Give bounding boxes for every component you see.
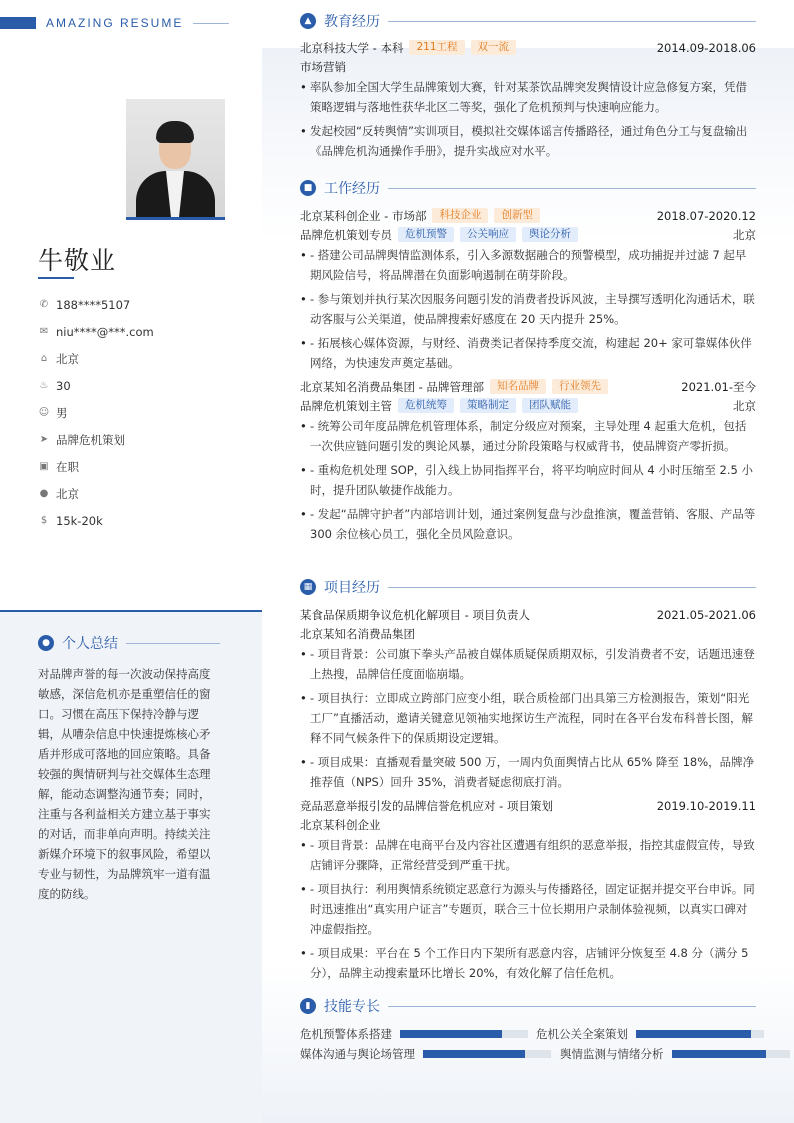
skill-tag: 策略制定 — [460, 398, 516, 413]
contact-value: 15k-20k — [56, 513, 103, 528]
profile-photo — [126, 99, 225, 220]
skill-bar-fill — [636, 1030, 751, 1038]
list-item: • - 参与策划并执行某次因服务问题引发的消费者投诉风波，主导撰写透明化沟通话术，联动客服与公关渠道，使品牌搜索好感度在 20 天内提升 25%。 — [300, 289, 756, 329]
contact-value: 男 — [56, 405, 68, 420]
education-header — [300, 10, 756, 32]
contact-row — [38, 480, 154, 507]
job-position: 品牌危机策划主管 — [300, 398, 392, 413]
skill-item — [300, 1026, 536, 1042]
list-item: • - 重构危机处理 SOP，引入线上协同指挥平台，将平均响应时间从 4 小时压缩至 2.5 小时，提升团队敏捷作战能力。 — [300, 460, 756, 500]
job-entry — [300, 377, 756, 544]
contact-value: niu****@***.com — [56, 324, 154, 339]
skill-bar-fill — [423, 1050, 525, 1058]
company-tag: 创新型 — [494, 208, 540, 223]
gender-icon: ☺ — [38, 407, 50, 418]
contact-value: 北京 — [56, 351, 79, 366]
summary-title: 个人总结 — [62, 636, 118, 652]
major-row — [300, 57, 756, 76]
skill-bar — [636, 1030, 764, 1038]
skill-bar — [672, 1050, 790, 1058]
contact-value: 北京 — [56, 486, 79, 501]
summary-header — [38, 632, 220, 654]
education-bullets — [300, 77, 756, 161]
skill-bar — [423, 1050, 551, 1058]
skills-title: 技能专长 — [324, 999, 380, 1015]
list-item: • - 搭建公司品牌舆情监测体系，引入多源数据融合的预警模型，成功捕捉并过滤 7 起早期风险信号，将品牌潜在负面影响遏制在萌芽阶段。 — [300, 245, 756, 285]
home-icon: ⌂ — [40, 353, 48, 364]
list-item: • 率队参加全国大学生品牌策划大赛，针对某茶饮品牌突发舆情设计应急修复方案，凭借策略逻辑与落地性获华北区二等奖，强化了危机预判与快速响应能力。 — [300, 77, 756, 117]
job-date: 2021.01-至今 — [681, 379, 756, 394]
send-icon: ➤ — [39, 434, 49, 445]
project-org: 北京某知名消费品集团 — [300, 626, 415, 641]
skill-tag: 危机预警 — [398, 227, 454, 242]
brand-line — [193, 23, 229, 24]
list-item: • - 项目成果：直播观看量突破 500 万，一周内负面舆情占比从 65% 降至 18%，品牌净推荐值（NPS）回升 35%，消费者疑虑彻底打消。 — [300, 752, 756, 792]
project-bullets — [300, 644, 756, 792]
job-bullets — [300, 416, 756, 544]
project-entry — [300, 605, 756, 792]
brand-title: AMAZING RESUME — [46, 16, 184, 30]
candidate-name: 牛敬业 — [38, 246, 117, 275]
cake-icon: ♨ — [39, 380, 49, 391]
job-city: 北京 — [733, 398, 756, 413]
skill-item — [300, 1046, 560, 1062]
projects-header — [300, 576, 756, 598]
location-icon: ● — [39, 488, 49, 499]
list-item: • - 统筹公司年度品牌危机管理体系，制定分级应对预案，主导处理 4 起重大危机，包括一次供应链问题引发的舆论风暴，通过分阶段策略与权威背书，使品牌资产零折损。 — [300, 416, 756, 456]
education-row — [300, 38, 756, 57]
contact-value: 品牌危机策划 — [56, 432, 125, 447]
skill-tag: 公关响应 — [460, 227, 516, 242]
education-section — [300, 10, 756, 165]
list-item: • - 项目背景：公司旗下拳头产品被自媒体质疑保质期双标，引发消费者不安，话题迅速登上热搜，品牌信任度面临崩塌。 — [300, 644, 756, 684]
contact-row — [38, 399, 154, 426]
user-icon: ● — [38, 635, 54, 651]
project-name: 竞品恶意举报引发的品牌信誉危机应对 - 项目策划 — [300, 798, 553, 813]
contact-row — [38, 345, 154, 372]
contact-row — [38, 318, 154, 345]
project-bullets — [300, 835, 756, 983]
contact-row — [38, 426, 154, 453]
skill-name: 危机公关全案策划 — [536, 1027, 628, 1041]
summary-section — [38, 632, 220, 904]
company-tag: 科技企业 — [432, 208, 488, 223]
brand-bar — [0, 17, 36, 29]
company-tag: 行业领先 — [552, 379, 608, 394]
briefcase-icon: ▣ — [39, 461, 49, 472]
list-item: • 发起校园“反转舆情”实训项目，模拟社交媒体谣言传播路径，通过角色分工与复盘输出《品牌危机沟通操作手册》，提升实战应对水平。 — [300, 121, 756, 161]
job-city: 北京 — [733, 227, 756, 242]
skill-bar — [400, 1030, 528, 1038]
skills-header-wrap — [300, 995, 756, 1017]
company-name: 北京某科创企业 - 市场部 — [300, 208, 427, 223]
project-org: 北京某科创企业 — [300, 817, 381, 832]
brand-header — [0, 14, 229, 32]
skill-name: 媒体沟通与舆论场管理 — [300, 1047, 415, 1061]
chart-icon: ▮ — [300, 998, 316, 1014]
job-bullets — [300, 245, 756, 373]
skill-tag: 团队赋能 — [522, 398, 578, 413]
skill-item — [536, 1026, 764, 1042]
contact-row — [38, 453, 154, 480]
skill-tag: 危机统筹 — [398, 398, 454, 413]
project-entry — [300, 796, 756, 983]
graduation-cap-icon: ▲ — [300, 13, 316, 29]
contact-row — [38, 372, 154, 399]
list-item: • - 项目执行：立即成立跨部门应变小组，联合质检部门出具第三方检测报告，策划“阳光工厂”直播活动，邀请关键意见领袖实地探访生产流程，同时在各平台发布科普长图，解释不同气候条件下的保质期设定逻辑。 — [300, 688, 756, 748]
skill-name: 舆情监测与情绪分析 — [560, 1047, 664, 1061]
name-underline — [38, 277, 74, 279]
education-date: 2014.09-2018.06 — [656, 40, 756, 55]
work-title: 工作经历 — [324, 181, 380, 197]
education-title: 教育经历 — [324, 14, 380, 30]
phone-icon: ✆ — [39, 299, 49, 310]
contact-value: 188****5107 — [56, 297, 131, 312]
contact-info — [38, 291, 154, 534]
briefcase-icon: ■ — [300, 180, 316, 196]
projects-title: 项目经历 — [324, 580, 380, 596]
skill-item — [560, 1046, 790, 1062]
projects-section — [300, 576, 756, 987]
school-name: 北京科技大学 - 本科 — [300, 40, 404, 55]
education-tag: 双一流 — [471, 40, 517, 55]
skill-tag: 舆论分析 — [522, 227, 578, 242]
list-item: • - 项目执行：利用舆情系统锁定恶意行为源头与传播路径，固定证据并提交平台申诉。同时迅速推出“真实用户证言”专题页，联合三十位长期用户录制体验视频，以真实口碑对冲虚假指控。 — [300, 879, 756, 939]
job-position: 品牌危机策划专员 — [300, 227, 392, 242]
contact-value: 在职 — [56, 459, 79, 474]
email-icon: ✉ — [39, 326, 49, 337]
skills-header — [300, 995, 756, 1017]
skill-bar-fill — [400, 1030, 502, 1038]
list-item: • - 拓展核心媒体资源，与财经、消费类记者保持季度交流，构建起 20+ 家可靠媒体伙伴网络，为快速发声奠定基础。 — [300, 333, 756, 373]
major: 市场营销 — [300, 59, 346, 74]
job-entry — [300, 206, 756, 373]
company-name: 北京某知名消费品集团 - 品牌管理部 — [300, 379, 484, 394]
project-date: 2021.05-2021.06 — [656, 607, 756, 622]
list-item: • - 项目成果：平台在 5 个工作日内下架所有恶意内容，店铺评分恢复至 4.8 分（满分 5 分），品牌主动搜索量环比增长 20%，有效化解了信任危机。 — [300, 943, 756, 983]
list-item: • - 项目背景：品牌在电商平台及内容社区遭遇有组织的恶意举报，指控其虚假宣传，导致店铺评分骤降，正常经营受到严重干扰。 — [300, 835, 756, 875]
work-section — [300, 177, 756, 548]
contact-value: 30 — [56, 378, 71, 393]
project-date: 2019.10-2019.11 — [656, 798, 756, 813]
contact-row — [38, 291, 154, 318]
skill-bar-fill — [672, 1050, 766, 1058]
list-item: • - 发起“品牌守护者”内部培训计划，通过案例复盘与沙盘推演，覆盖营销、客服、产品等 300 余位核心员工，强化全员风险意识。 — [300, 504, 756, 544]
project-name: 某食品保质期争议危机化解项目 - 项目负责人 — [300, 607, 530, 622]
company-tag: 知名品牌 — [490, 379, 546, 394]
skill-name: 危机预警体系搭建 — [300, 1027, 392, 1041]
summary-text: 对品牌声誉的每一次波动保持高度敏感，深信危机亦是重塑信任的窗口。习惯在高压下保持冷静与逻辑，从嘈杂信息中快速提炼核心矛盾并形成可落地的回应策略。具备较强的舆情研判与社交媒体生态理解，能动态调整沟通节奏；同时，注重与各利益相关方建立基于事实的对话，而非单向声明。持续关注新媒介环境下的叙事风险，希望以专业与韧性，为品牌筑牢一道有温度的防线。 — [38, 667, 211, 901]
work-header — [300, 177, 756, 199]
skills-section — [300, 1024, 794, 1064]
job-date: 2018.07-2020.12 — [656, 208, 756, 223]
grid-icon: ▦ — [300, 579, 316, 595]
contact-row — [38, 507, 154, 534]
education-tag: 211工程 — [409, 40, 464, 55]
salary-icon: $ — [40, 515, 48, 526]
